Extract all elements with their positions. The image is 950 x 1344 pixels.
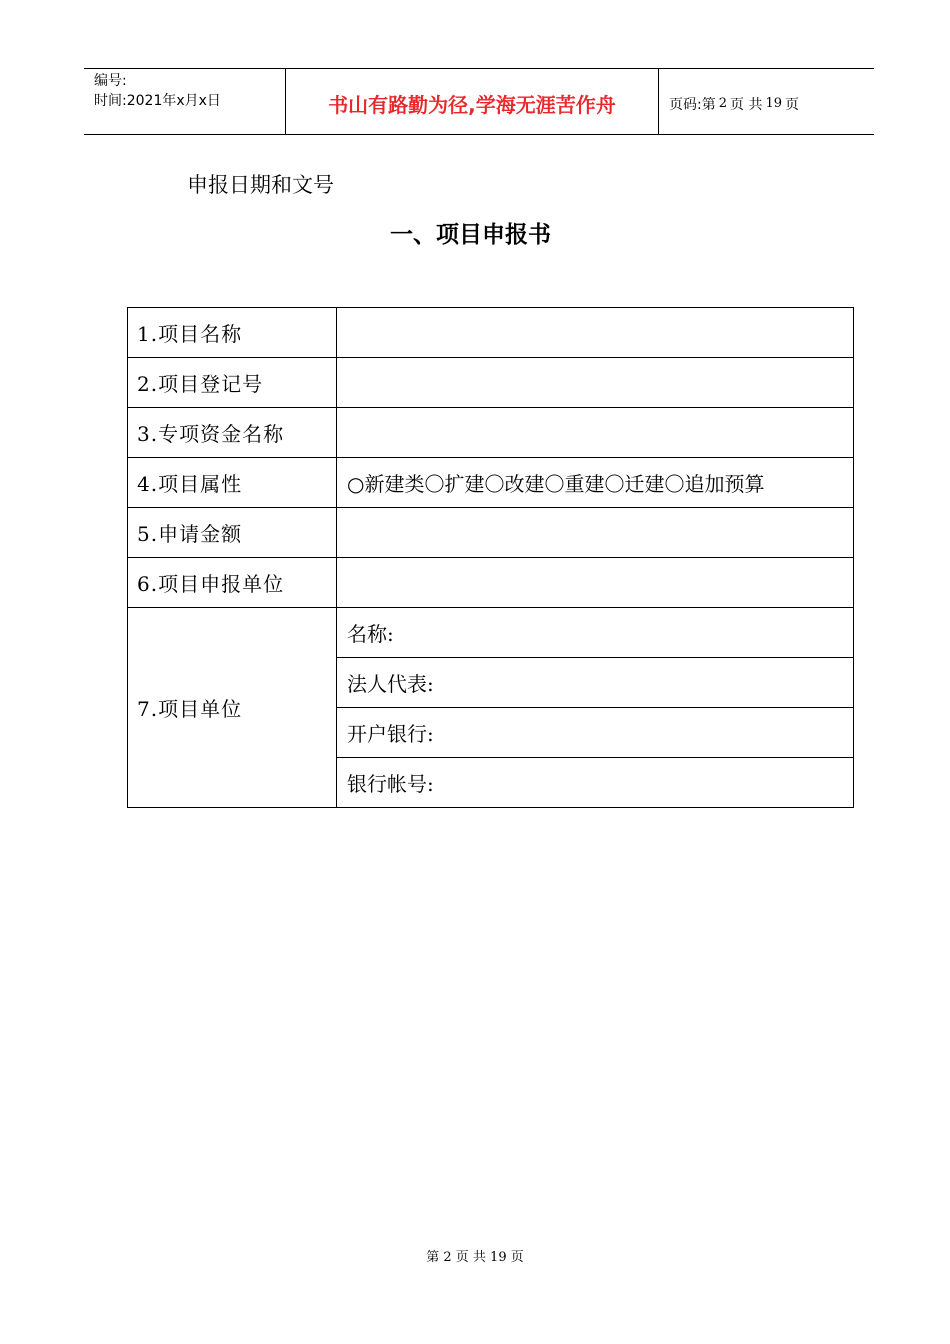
legal-representative-field[interactable]: 法人代表: — [337, 658, 854, 708]
row-label: 3.专项资金名称 — [128, 408, 337, 458]
header-page-info — [659, 69, 874, 134]
page-suffix: 页 — [785, 96, 799, 113]
number-label: 编号: — [94, 73, 127, 89]
table-row — [128, 358, 854, 408]
registration-number-field[interactable] — [337, 358, 854, 408]
page-footer: 第 2 页 共 19 页 — [426, 1250, 524, 1265]
page-title: 一、项目申报书 — [390, 222, 551, 248]
row-label: 7.项目单位 — [128, 608, 337, 808]
time-label: 时间:2021年x月x日 — [94, 93, 221, 109]
row-label: 6.项目申报单位 — [128, 558, 337, 608]
header-meta — [84, 69, 286, 134]
row-label: 1.项目名称 — [128, 308, 337, 358]
header-motto: 书山有路勤为径,学海无涯苦作舟 — [285, 69, 659, 134]
page-total: 19 — [765, 96, 782, 111]
bank-field[interactable]: 开户银行: — [337, 708, 854, 758]
table-row — [128, 608, 854, 658]
applicant-unit-field[interactable] — [337, 558, 854, 608]
bank-account-field[interactable]: 银行帐号: — [337, 758, 854, 808]
row-label: 5.申请金额 — [128, 508, 337, 558]
amount-field[interactable] — [337, 508, 854, 558]
table-row — [128, 458, 854, 508]
fund-name-field[interactable] — [337, 408, 854, 458]
page-prefix: 页码:第 — [669, 96, 716, 113]
page-header — [84, 68, 874, 135]
row-label: 4.项目属性 — [128, 458, 337, 508]
page-current: 2 — [718, 96, 727, 111]
table-row — [128, 408, 854, 458]
project-type-options[interactable]: ○新建类〇扩建〇改建〇重建〇迁建〇追加预算 — [337, 458, 854, 508]
unit-name-field[interactable]: 名称: — [337, 608, 854, 658]
application-form-table — [127, 307, 854, 808]
table-row — [128, 558, 854, 608]
table-row — [128, 508, 854, 558]
date-and-number-line: 申报日期和文号 — [187, 173, 334, 197]
table-row — [128, 308, 854, 358]
project-name-field[interactable] — [337, 308, 854, 358]
row-label: 2.项目登记号 — [128, 358, 337, 408]
page-mid: 页 共 — [730, 96, 763, 113]
